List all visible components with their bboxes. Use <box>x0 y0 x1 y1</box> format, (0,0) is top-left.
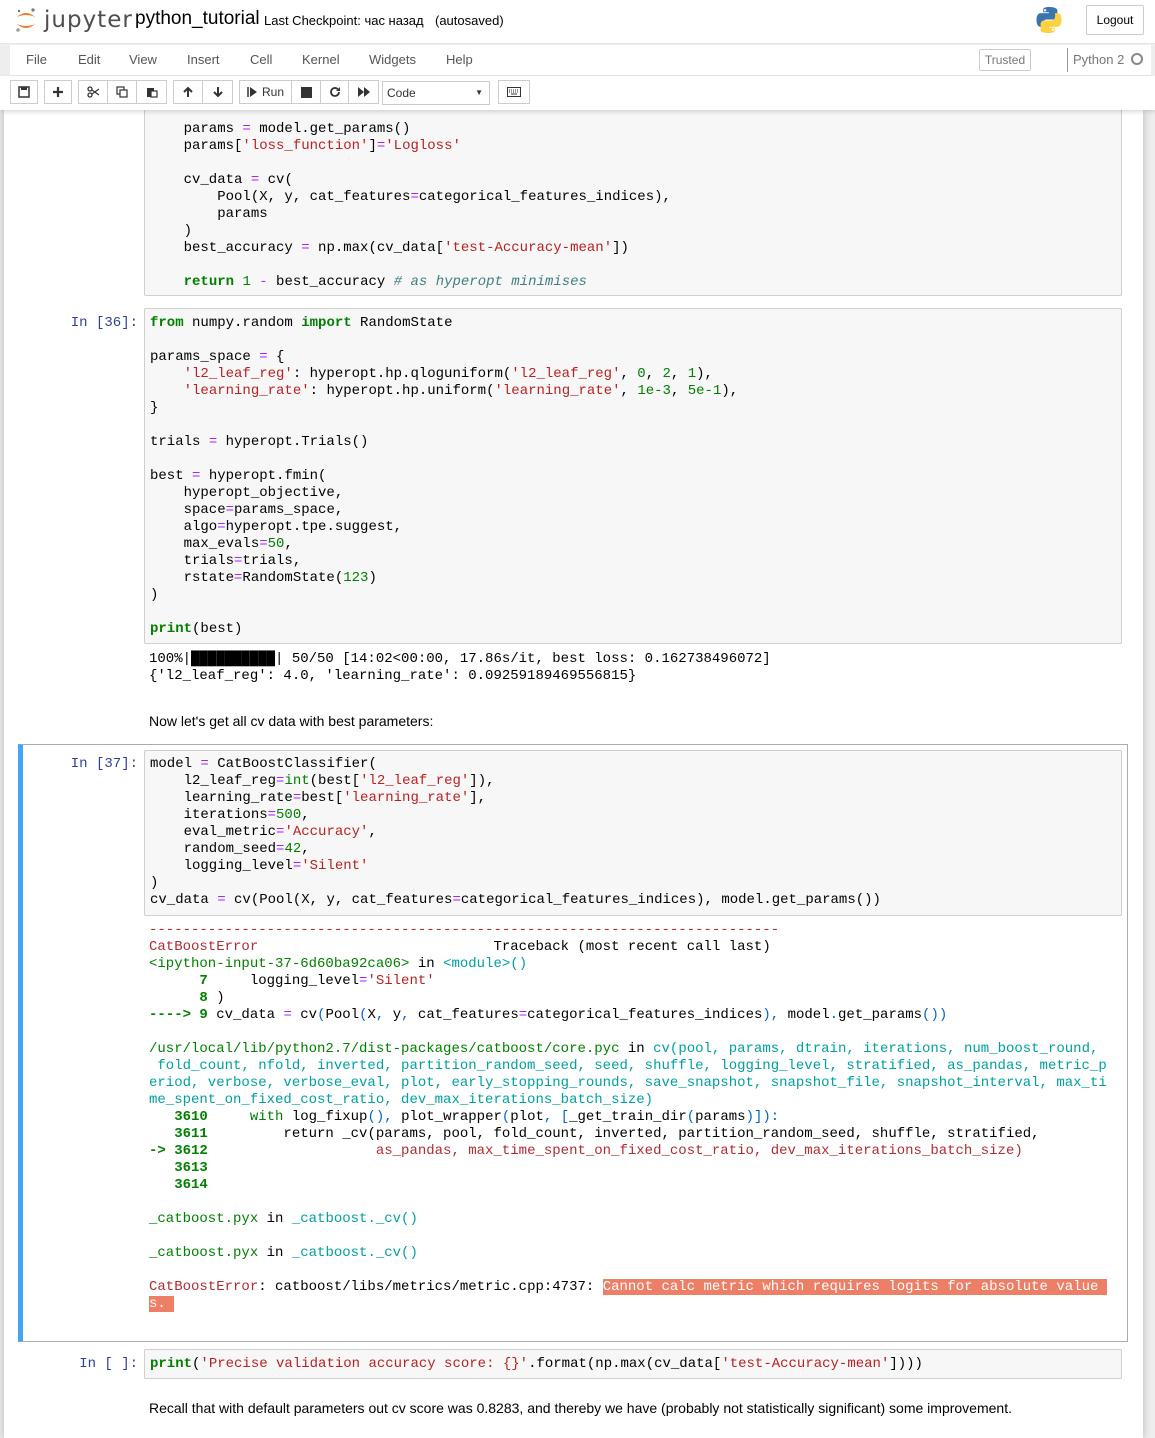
kernel-name: Python 2 <box>1067 48 1124 72</box>
cut-button[interactable] <box>78 80 108 104</box>
save-icon <box>18 86 30 98</box>
move-up-button[interactable] <box>173 80 203 104</box>
cell-type-value: Code <box>387 86 416 100</box>
menu-edit[interactable]: Edit <box>78 52 101 67</box>
menu-file[interactable]: File <box>26 52 47 67</box>
tb-error-name: CatBoostError <box>149 939 259 955</box>
toolbar <box>0 76 1155 110</box>
tb-pyx-fn: _catboost._cv() <box>291 1245 418 1261</box>
tb-3613: 3613 <box>149 1160 208 1176</box>
logout-button[interactable]: Logout <box>1086 5 1144 35</box>
run-label: Run <box>261 85 284 99</box>
traceback-output: --------------------------------------------------------------------------- CatBoostError Traceback (most recent call last) <ipython-input-37-6d60ba92ca06> in <module>() 7 logging_level='Silent' 8 ) ----> 9 cv_data = cv(Pool(X, y, cat_features=categorical_features_indices), model.get_params()) /usr/local/lib/python2.7/dist-packages/catboost/core.pyc in cv(pool, params, dtrain, iterations, num_boost_round, fold_count, nfold, inverted, partition_random_seed, seed, shuffle, logging_level, stratified, as_pandas, metric_p eriod, verbose, verbose_eval, plot, early_stopping_rounds, save_snapshot, snapshot_file, snapshot_interval, max_ti me_spent_on_fixed_cost_ratio, dev_max_iterations_batch_size) 3610 with log_fixup(), plot_wrapper(plot, [_get_train_dir(params)]): 3611 return _cv(params, pool, fold_count, inverted, partition_random_seed, shuffle, stratified, -> 3612 as_pandas, max_time_spent_on_fixed_cost_ratio, dev_max_iterations_batch_size) 3613 3614 _catboost.pyx in _catboost._cv() _catboost.pyx in _catboost._cv() CatBoostError: catboost/libs/metrics/metric.cpp:4737: Cannot calc metric which requires logits for absolute value s. <box>149 922 1107 1312</box>
menubar <box>10 45 1151 76</box>
tb-func-sig: cv(pool, params, dtrain, iterations, num_boost_round, fold_count, nfold, inverted, partition_random_seed, seed, shuffle, logging_level, stratified, as_pandas, metric_p eriod, verbose, verbose_eval, plot, early_stopping_rounds, save_snapshot, snapshot_file, snapshot_interval, max_ti me_spent_on_fixed_cost_ratio, dev_max_iterations_batch_size) <box>149 1041 1107 1108</box>
code-editor[interactable]: from numpy.random import RandomState params_space = { 'l2_leaf_reg': hyperopt.hp.qloguniform('l2_leaf_reg', 0, 2, 1), 'learning_rate': hyperopt.hp.uniform('learning_rate', 1e-3, 5e-1), } trials = hyperopt.Trials() best = hyperopt.fmin( hyperopt_objective, space=params_space, algo=hyperopt.tpe.suggest, max_evals=50, trials=trials, rstate=RandomState(123) ) print(best) <box>150 315 739 637</box>
code-cell-36[interactable] <box>144 308 1122 644</box>
markdown-cell[interactable]: Now let's get all cv data with best parameters: <box>149 713 434 729</box>
notebook-container <box>4 110 1143 1438</box>
copy-button[interactable] <box>107 80 137 104</box>
save-button[interactable] <box>10 80 38 104</box>
restart-icon <box>329 86 341 98</box>
output-progress: 100%|██████████| 50/50 [14:02<00:00, 17.86s/it, best loss: 0.162738496072] <box>149 651 771 667</box>
run-button[interactable] <box>239 80 292 104</box>
jupyter-logo[interactable] <box>14 4 133 36</box>
tb-input: <ipython-input-37-6d60ba92ca06> <box>149 956 410 972</box>
header <box>0 0 1155 44</box>
error-message-tail: s. <box>149 1296 175 1312</box>
fast-forward-icon <box>357 86 370 98</box>
tb-dashes: --------------------------------------------------------------------------- <box>149 922 780 938</box>
copy-icon <box>116 86 128 98</box>
tb-module: <module>() <box>443 956 528 972</box>
tb-pyx: _catboost.pyx <box>149 1245 259 1261</box>
code-cell-37[interactable] <box>144 750 1122 916</box>
chevron-down-icon: ▼ <box>475 88 483 97</box>
arrow-up-icon <box>182 86 194 98</box>
menu-kernel[interactable]: Kernel <box>302 52 340 67</box>
error-message: Cannot calc metric which requires logits for absolute value <box>602 1279 1099 1295</box>
code-cell-35[interactable] <box>144 110 1122 296</box>
cell-prompt: In [36]: <box>70 315 138 331</box>
move-down-button[interactable] <box>202 80 233 104</box>
arrow-down-icon <box>212 86 224 98</box>
interrupt-button[interactable] <box>291 80 321 104</box>
notebook-name[interactable]: python_tutorial <box>135 8 260 29</box>
cell-prompt: In [37]: <box>70 756 138 772</box>
output-best-params: {'l2_leaf_reg': 4.0, 'learning_rate': 0.09259189469556815} <box>149 668 637 684</box>
menu-insert[interactable]: Insert <box>187 52 220 67</box>
menu-help[interactable]: Help <box>446 52 473 67</box>
tb-in: in <box>266 1245 284 1261</box>
stop-icon <box>301 87 312 98</box>
restart-button[interactable] <box>320 80 349 104</box>
run-icon <box>247 86 258 98</box>
paste-icon <box>146 86 158 98</box>
insert-cell-button[interactable] <box>44 80 72 104</box>
menu-widgets[interactable]: Widgets <box>369 52 416 67</box>
tb-pyx: _catboost.pyx <box>149 1211 259 1227</box>
trusted-indicator[interactable]: Trusted <box>979 49 1031 71</box>
menu-view[interactable]: View <box>129 52 157 67</box>
cut-icon <box>87 86 100 98</box>
tb-header: Traceback (most recent call last) <box>493 939 771 955</box>
plus-icon <box>52 86 64 98</box>
markdown-cell[interactable]: Recall that with default parameters out cv score was 0.8283, and thereby we have (probably not statistically significant) some improvement. <box>149 1400 1012 1416</box>
tb-in: in <box>627 1041 645 1057</box>
paste-button[interactable] <box>136 80 167 104</box>
code-editor[interactable]: print('Precise validation accuracy score: {}'.format(np.max(cv_data['test-Accuracy-mean']))) <box>150 1356 923 1372</box>
autosave-status: (autosaved) <box>435 13 504 28</box>
tb-3614: 3614 <box>149 1177 208 1193</box>
code-editor[interactable]: model = CatBoostClassifier( l2_leaf_reg=int(best['l2_leaf_reg']), learning_rate=best['learning_rate'], iterations=500, eval_metric='Accuracy', random_seed=42, logging_level='Silent' ) cv_data = cv(Pool(X, y, cat_features=categorical_features_indices), model.get_params()) <box>150 756 881 908</box>
logo-text: jupyter <box>44 7 133 33</box>
tb-in: in <box>417 956 435 972</box>
tb-file: /usr/local/lib/python2.7/dist-packages/catboost/core.pyc <box>149 1041 620 1057</box>
code-cell-38[interactable] <box>144 1349 1122 1379</box>
jupyter-logo-icon <box>14 6 38 34</box>
restart-run-all-button[interactable] <box>348 80 379 104</box>
tb-pyx-fn: _catboost._cv() <box>291 1211 418 1227</box>
code-editor[interactable]: params = model.get_params() params['loss_function']='Logloss' cv_data = cv( Pool(X, y, cat_features=categorical_features_indices), params ) best_accuracy = np.max(cv_data['test-Accuracy-mean']) return 1 - best_accuracy # as hyperopt minimises <box>150 121 671 290</box>
command-palette-button[interactable] <box>498 80 530 104</box>
checkpoint-status: Last Checkpoint: час назад <box>264 13 424 28</box>
keyboard-icon <box>507 87 521 97</box>
tb-in: in <box>266 1211 284 1227</box>
cell-type-select[interactable] <box>382 81 490 105</box>
menu-cell[interactable]: Cell <box>250 52 273 67</box>
cell-prompt: In [ ]: <box>79 1356 138 1372</box>
python-logo-icon <box>1035 6 1063 34</box>
kernel-idle-icon <box>1131 53 1143 65</box>
